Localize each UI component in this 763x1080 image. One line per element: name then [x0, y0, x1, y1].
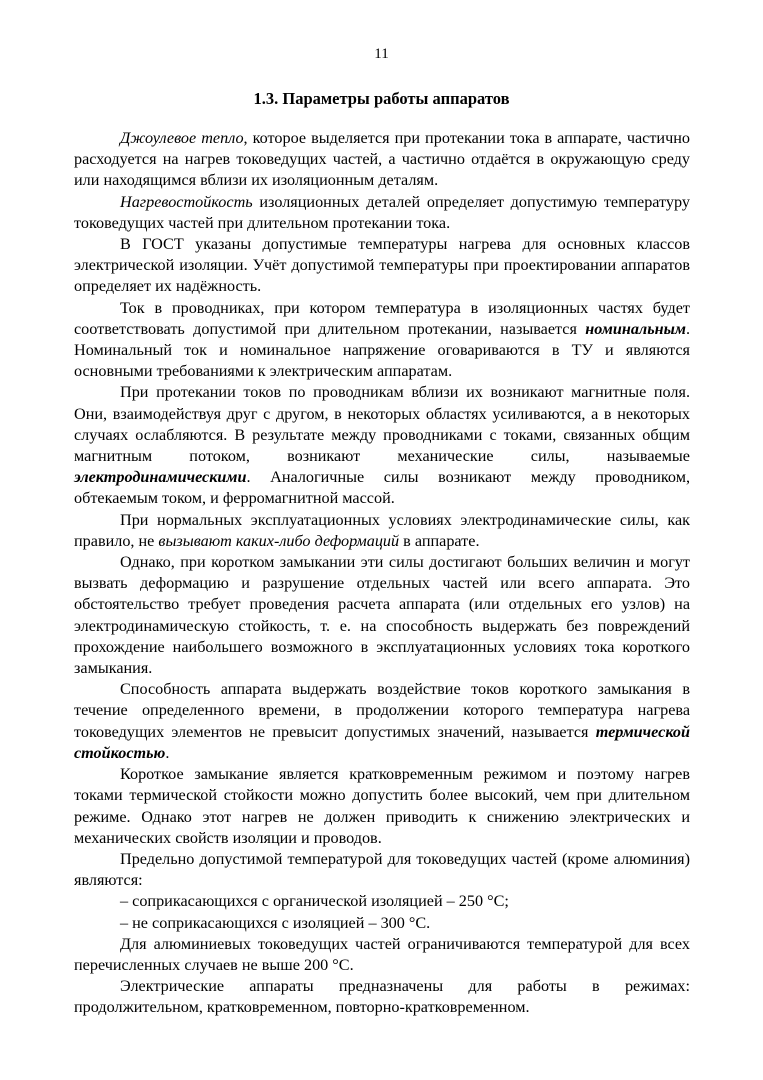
term-heat-resistance: Нагревостойкость [120, 192, 253, 211]
paragraph-short-circuit-mode: Короткое замыкание является кратковременным режимом и поэтому нагрев токами термической стойкости можно допустить более высокий, чем при длительном режиме. Однако этот нагрев не должен приводить к снижению электрических и механических свойств изоляции и проводов. [74, 765, 690, 847]
paragraph-aluminium: Для алюминиевых токоведущих частей ограничиваются температурой для всех перечисленных случаев не выше 200 °С. [74, 934, 690, 974]
paragraph-electrodynamic: При протекании токов по проводникам вблизи их возникают магнитные поля. Они, взаимодействуя друг с другом, в некоторых областях усиливаются, а в некоторых случаях ослабляются. В результате между проводниками с токами, связанных общим магнитным потоком, возникают механические силы, называемые электродинамическими. Аналогичные силы возникают между проводником, обтекаемым током, и ферромагнитной массой. [74, 383, 690, 508]
paragraph-nominal: Ток в проводниках, при котором температура в изоляционных частях будет соответствовать допустимой при длительном протекании, называется номинальным. Номинальный ток и номинальное напряжение оговариваются в ТУ и являются основными требованиями к электрическим аппаратам. [74, 298, 690, 381]
paragraph-operating-modes: Электрические аппараты предназначены для работы в режимах: продолжительном, кратковременном, повторно-кратковременном. [74, 977, 690, 1017]
list-item-organic-insulation: – соприкасающихся с органической изоляцией – 250 °С; [120, 892, 509, 911]
page-number: 11 [374, 46, 389, 62]
section-title: 1.3. Параметры работы аппаратов [253, 89, 510, 108]
paragraph-short-circuit: Однако, при коротком замыкании эти силы достигают больших величин и могут вызвать деформацию и разрушение отдельных частей или всего аппарата. Это обстоятельство требует проведения расчета аппарата (или отдельных его узлов) на электродинамическую стойкость, т. е. на способность выдержать без повреждений прохождение наибольшего возможного в эксплуатационных условиях тока короткого замыкания. [74, 553, 690, 678]
paragraph-joule-heat: Джоулевое тепло, которое выделяется при протекании тока в аппарате, частично расходуется на нагрев токоведущих частей, а частично отдаётся в окружающую среду или находящимся вблизи их изоляционным деталям. [74, 129, 690, 190]
paragraph-normal-conditions: При нормальных эксплуатационных условиях электродинамические силы, как правило, не вызывают каких-либо деформаций в аппарате. [74, 510, 690, 550]
paragraph-max-temperature: Предельно допустимой температурой для токоведущих частей (кроме алюминия) являются: [74, 849, 690, 890]
term-electrodynamic: электродинамическими [74, 468, 247, 487]
body-text [74, 128, 690, 1019]
list-item-no-insulation: – не соприкасающихся с изоляцией – 300 °С. [120, 913, 431, 932]
paragraph-gost: В ГОСТ указаны допустимые температуры нагрева для основных классов электрической изоляции. Учёт допустимой температуры при проектировании аппаратов определяет их надёжность. [74, 235, 690, 296]
term-joule-heat: Джоулевое тепло [120, 129, 244, 147]
paragraph-thermal-stability: Способность аппарата выдержать воздействие токов короткого замыкания в течение определенного времени, в продолжении которого температура нагрева токоведущих элементов не превысит допустимых значений, называется термической стойкостью. [74, 680, 690, 762]
term-nominal: номинальным [585, 319, 686, 338]
paragraph-heat-resistance: Нагревостойкость изоляционных деталей определяет допустимую температуру токоведущих частей при длительном протекании тока. [74, 192, 690, 232]
term-thermal-stability: термической стойкостью [74, 722, 690, 762]
term-deformations: вызывают каких-либо деформаций [158, 531, 400, 550]
